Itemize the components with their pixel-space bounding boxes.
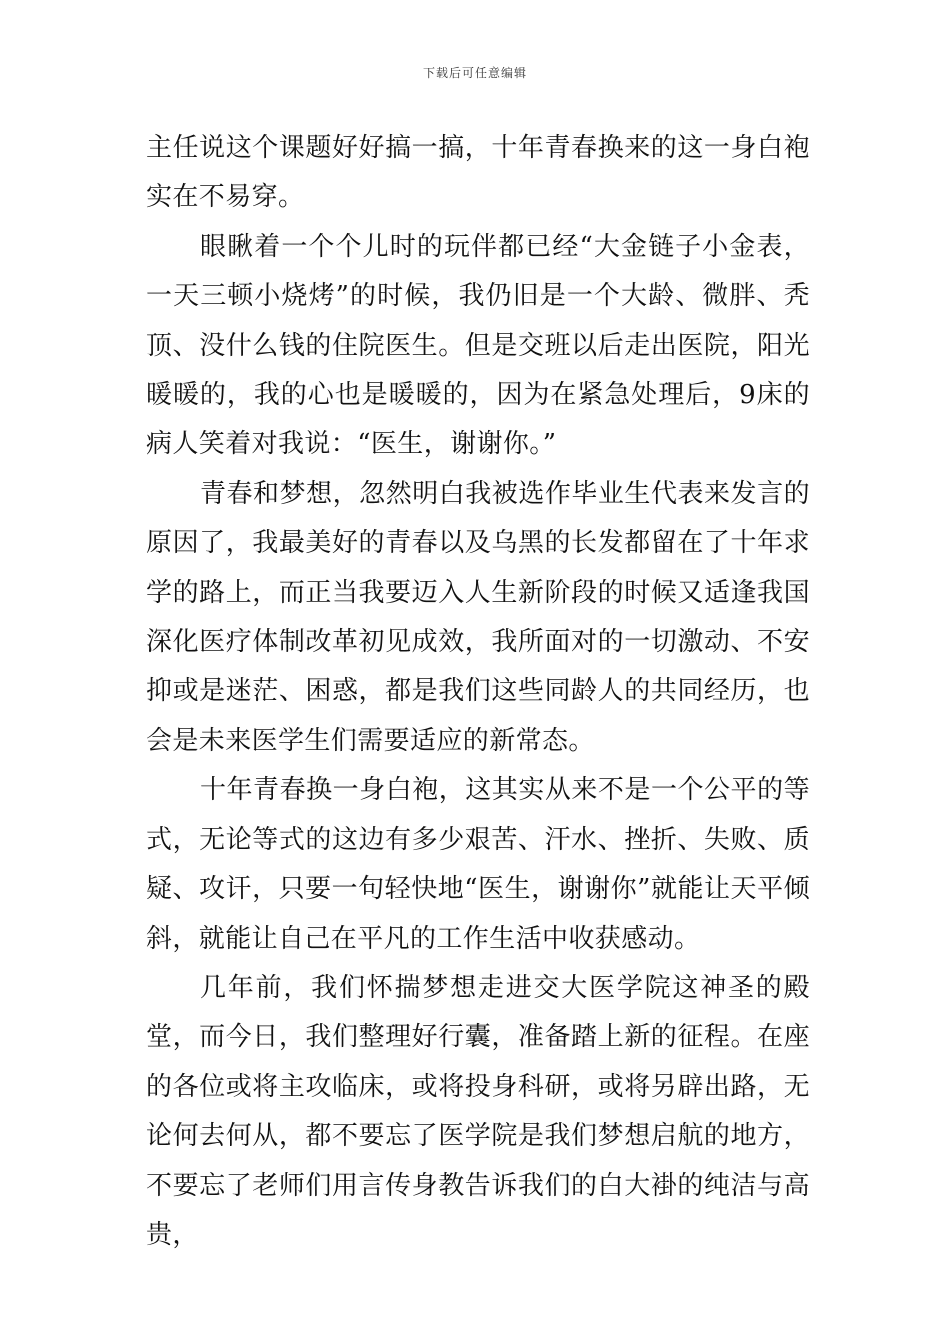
document-body [146,124,810,1260]
paragraph-1: 主任说这个课题好好搞一搞，十年青春换来的这一身白袍实在不易穿。 [146,133,810,213]
paragraph-5: 几年前，我们怀揣梦想走进交大医学院这神圣的殿堂，而今日，我们整理好行囊，准备踏上新的征程。在座的各位或将主攻临床，或将投身科研，或将另辟出路，无论何去何从，都不要忘了医学院是我们梦想启航的地方，不要忘了老师们用言传身教告诉我们的白大褂的纯洁与高贵， [146,972,810,1250]
paragraph-2: 眼瞅着一个个儿时的玩伴都已经“大金链子小金表，一天三顿小烧烤”的时候，我仍旧是一个大龄、微胖、秃顶、没什么钱的住院医生。但是交班以后走出医院，阳光暖暖的，我的心也是暖暖的，因为在紧急处理后，9床的病人笑着对我说：“医生，谢谢你。” [146,231,810,460]
page-header: 下载后可任意编辑 [422,66,527,80]
paragraph-4: 十年青春换一身白袍，这其实从来不是一个公平的等式，无论等式的这边有多少艰苦、汗水、挫折、失败、质疑、攻讦，只要一句轻快地“医生，谢谢你”就能让天平倾斜，就能让自己在平凡的工作生活中收获感动。 [146,775,810,954]
paragraph-3: 青春和梦想，忽然明白我被选作毕业生代表来发言的原因了，我最美好的青春以及乌黑的长发都留在了十年求学的路上，而正当我要迈入人生新阶段的时候又适逢我国深化医疗体制改革初见成效，我所面对的一切激动、不安抑或是迷茫、困惑，都是我们这些同龄人的共同经历，也会是未来医学生们需要适应的新常态。 [146,478,810,756]
